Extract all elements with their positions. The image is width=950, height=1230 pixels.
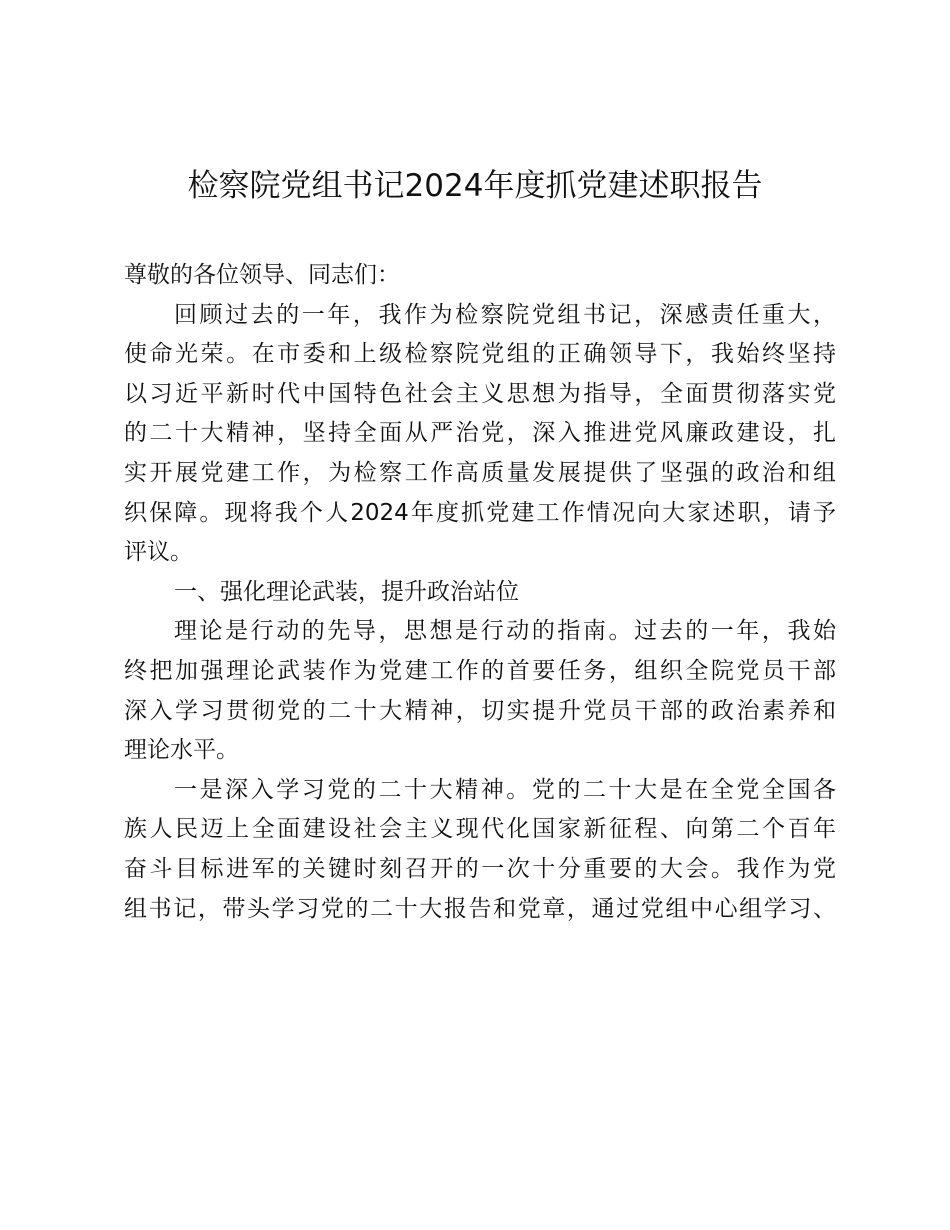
paragraph-line: 组书记，带头学习党的二十大报告和党章，通过党组中心组学习、 xyxy=(124,895,836,922)
paragraph-line: 理论水平。 xyxy=(124,737,239,764)
paragraph-line: 评议。 xyxy=(124,539,193,566)
paragraph-line: 回顾过去的一年，我作为检察院党组书记，深感责任重大， xyxy=(174,301,836,328)
paragraph-line: 的二十大精神，坚持全面从严治党，深入推进党风廉政建设，扎 xyxy=(124,420,836,447)
document-body xyxy=(124,256,836,929)
paragraph-line: 族人民迈上全面建设社会主义现代化国家新征程、向第二个百年 xyxy=(124,816,836,843)
salutation: 尊敬的各位领导、同志们： xyxy=(124,262,400,288)
paragraph-line: 深入学习贯彻党的二十大精神，切实提升党员干部的政治素养和 xyxy=(124,697,836,724)
paragraph-line: 理论是行动的先导，思想是行动的指南。过去的一年，我始 xyxy=(174,618,836,645)
paragraph-line: 一是深入学习党的二十大精神。党的二十大是在全党全国各 xyxy=(174,776,836,803)
paragraph-line: 以习近平新时代中国特色社会主义思想为指导，全面贯彻落实党 xyxy=(124,380,836,407)
paragraph-line: 实开展党建工作，为检察工作高质量发展提供了坚强的政治和组 xyxy=(124,459,836,486)
paragraph-line: 终把加强理论武装作为党建工作的首要任务，组织全院党员干部 xyxy=(124,657,836,684)
paragraph-line: 奋斗目标进军的关键时刻召开的一次十分重要的大会。我作为党 xyxy=(124,855,836,882)
paragraph-line: 织保障。现将我个人2024年度抓党建工作情况向大家述职，请予 xyxy=(124,499,836,526)
section-heading: 一、强化理论武装，提升政治站位 xyxy=(174,578,519,605)
paragraph-line: 使命光荣。在市委和上级检察院党组的正确领导下，我始终坚持 xyxy=(124,341,836,368)
document-title: 检察院党组书记2024年度抓党建述职报告 xyxy=(187,168,763,204)
